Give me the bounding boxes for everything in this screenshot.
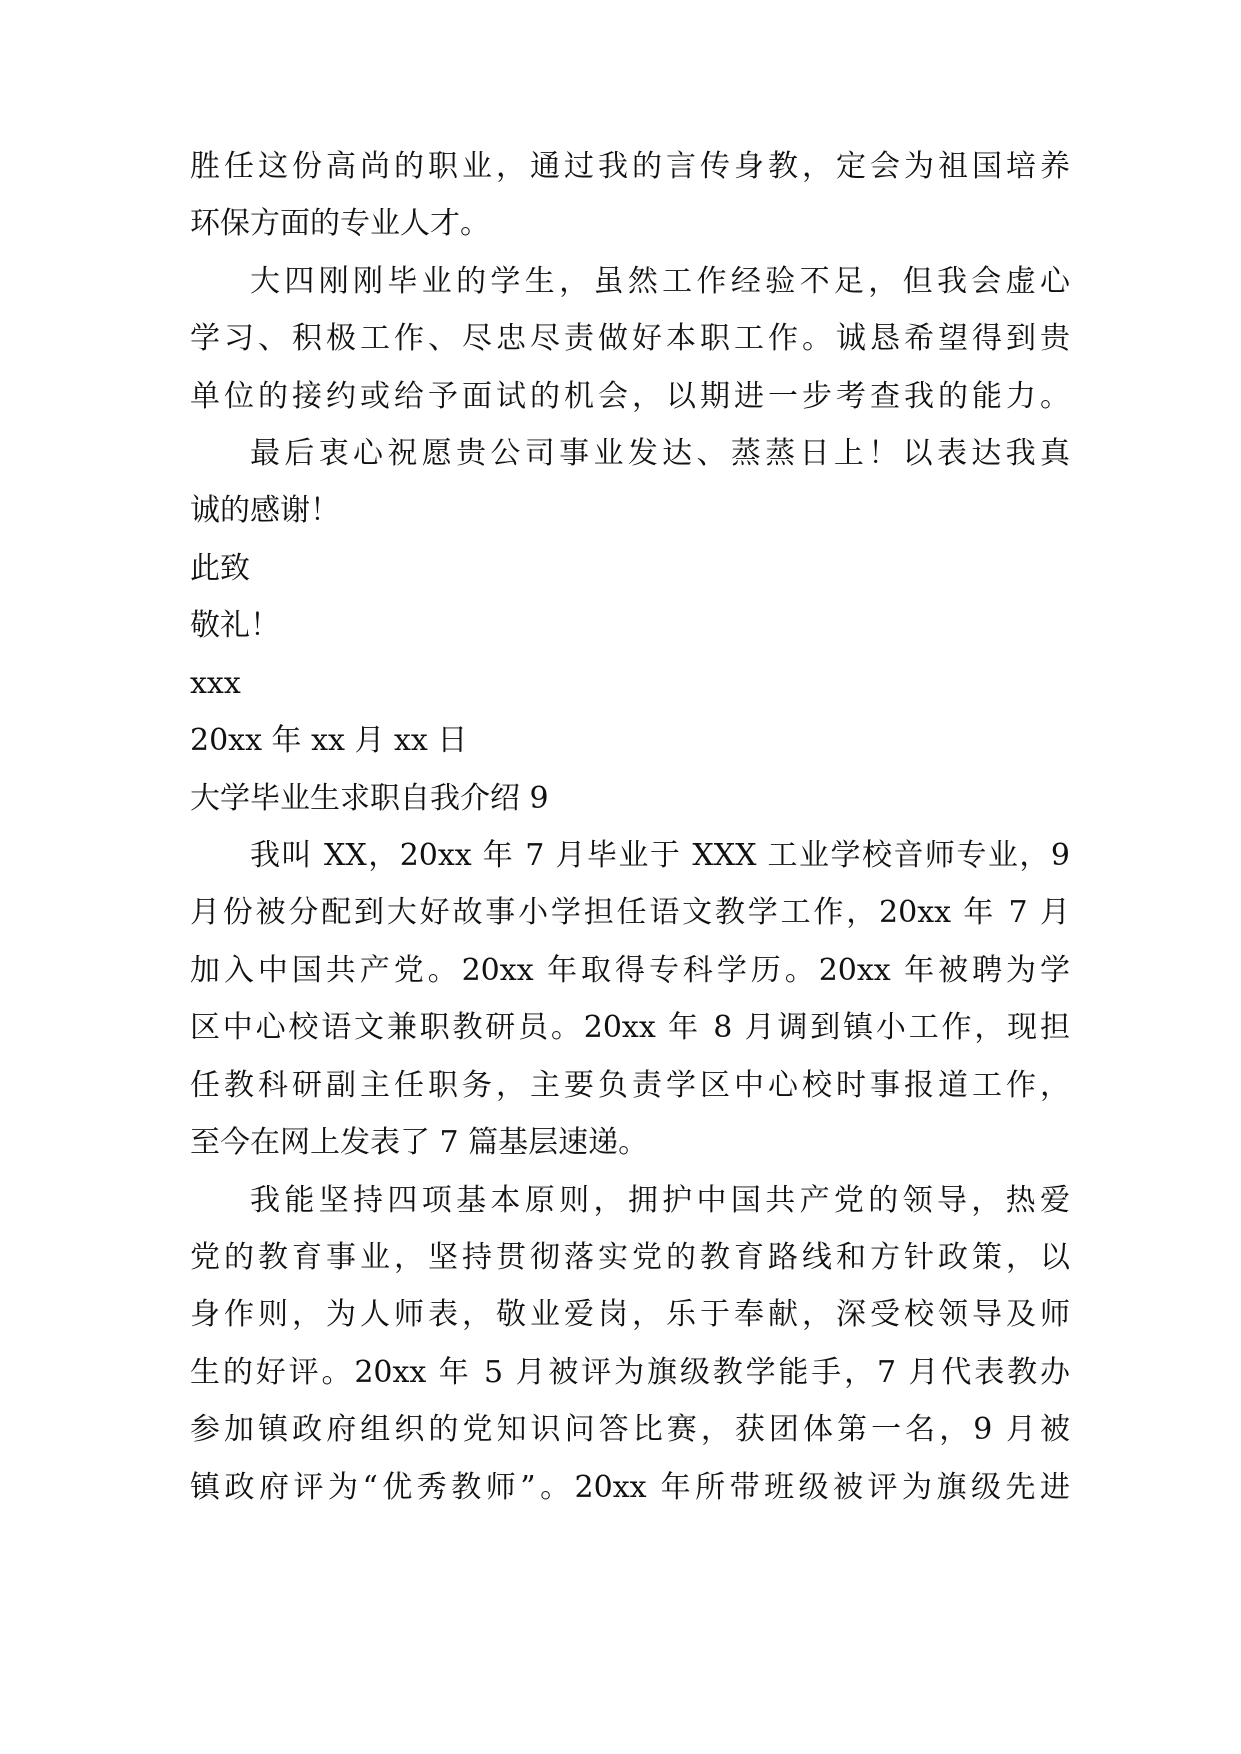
text-line: 月份被分配到大好故事小学担任语文教学工作，20xx 年 7 月 [190, 895, 1070, 930]
text-line: 胜任这份高尚的职业，通过我的言传身教，定会为祖国培养 [190, 149, 1070, 184]
text-line: 加入中国共产党。20xx 年取得专科学历。20xx 年被聘为学 [190, 953, 1070, 988]
text-line: 区中心校语文兼职教研员。20xx 年 8 月调到镇小工作，现担 [190, 1010, 1070, 1045]
text-line: 任教科研副主任职务，主要负责学区中心校时事报道工作， [190, 1068, 1070, 1103]
text-line: 生的好评。20xx 年 5 月被评为旗级教学能手，7 月代表教办 [190, 1355, 1070, 1390]
text-line: 身作则，为人师表，敬业爱岗，乐于奉献，深受校领导及师 [190, 1297, 1070, 1332]
closing-salutation: 此致 [190, 551, 250, 586]
paragraph-first-line: 最后衷心祝愿贵公司事业发达、蒸蒸日上！以表达我真 [250, 436, 1070, 471]
text-line: 党的教育事业，坚持贯彻落实党的教育路线和方针政策，以 [190, 1240, 1070, 1275]
signature-name: xxx [190, 666, 241, 701]
text-line: 至今在网上发表了 7 篇基层速递。 [190, 1125, 649, 1160]
signature-date: 20xx 年 xx 月 xx 日 [190, 723, 468, 758]
text-line: 镇政府评为“优秀教师”。20xx 年所带班级被评为旗级先进 [190, 1470, 1070, 1505]
section-heading: 大学毕业生求职自我介绍 9 [190, 781, 549, 816]
text-line: 学习、积极工作、尽忠尽责做好本职工作。诚恳希望得到贵 [190, 321, 1070, 356]
text-line: 诚的感谢！ [190, 493, 340, 528]
closing-regards: 敬礼！ [190, 608, 280, 643]
paragraph-first-line: 大四刚刚毕业的学生，虽然工作经验不足，但我会虚心 [250, 264, 1070, 299]
text-line: 单位的接约或给予面试的机会，以期进一步考查我的能力。 [190, 379, 1070, 414]
text-line: 参加镇政府组织的党知识问答比赛，获团体第一名，9 月被 [190, 1412, 1070, 1447]
text-line: 环保方面的专业人才。 [190, 206, 490, 241]
paragraph-first-line: 我叫 XX，20xx 年 7 月毕业于 XXX 工业学校音师专业，9 [250, 838, 1070, 873]
paragraph-first-line: 我能坚持四项基本原则，拥护中国共产党的领导，热爱 [250, 1183, 1070, 1218]
